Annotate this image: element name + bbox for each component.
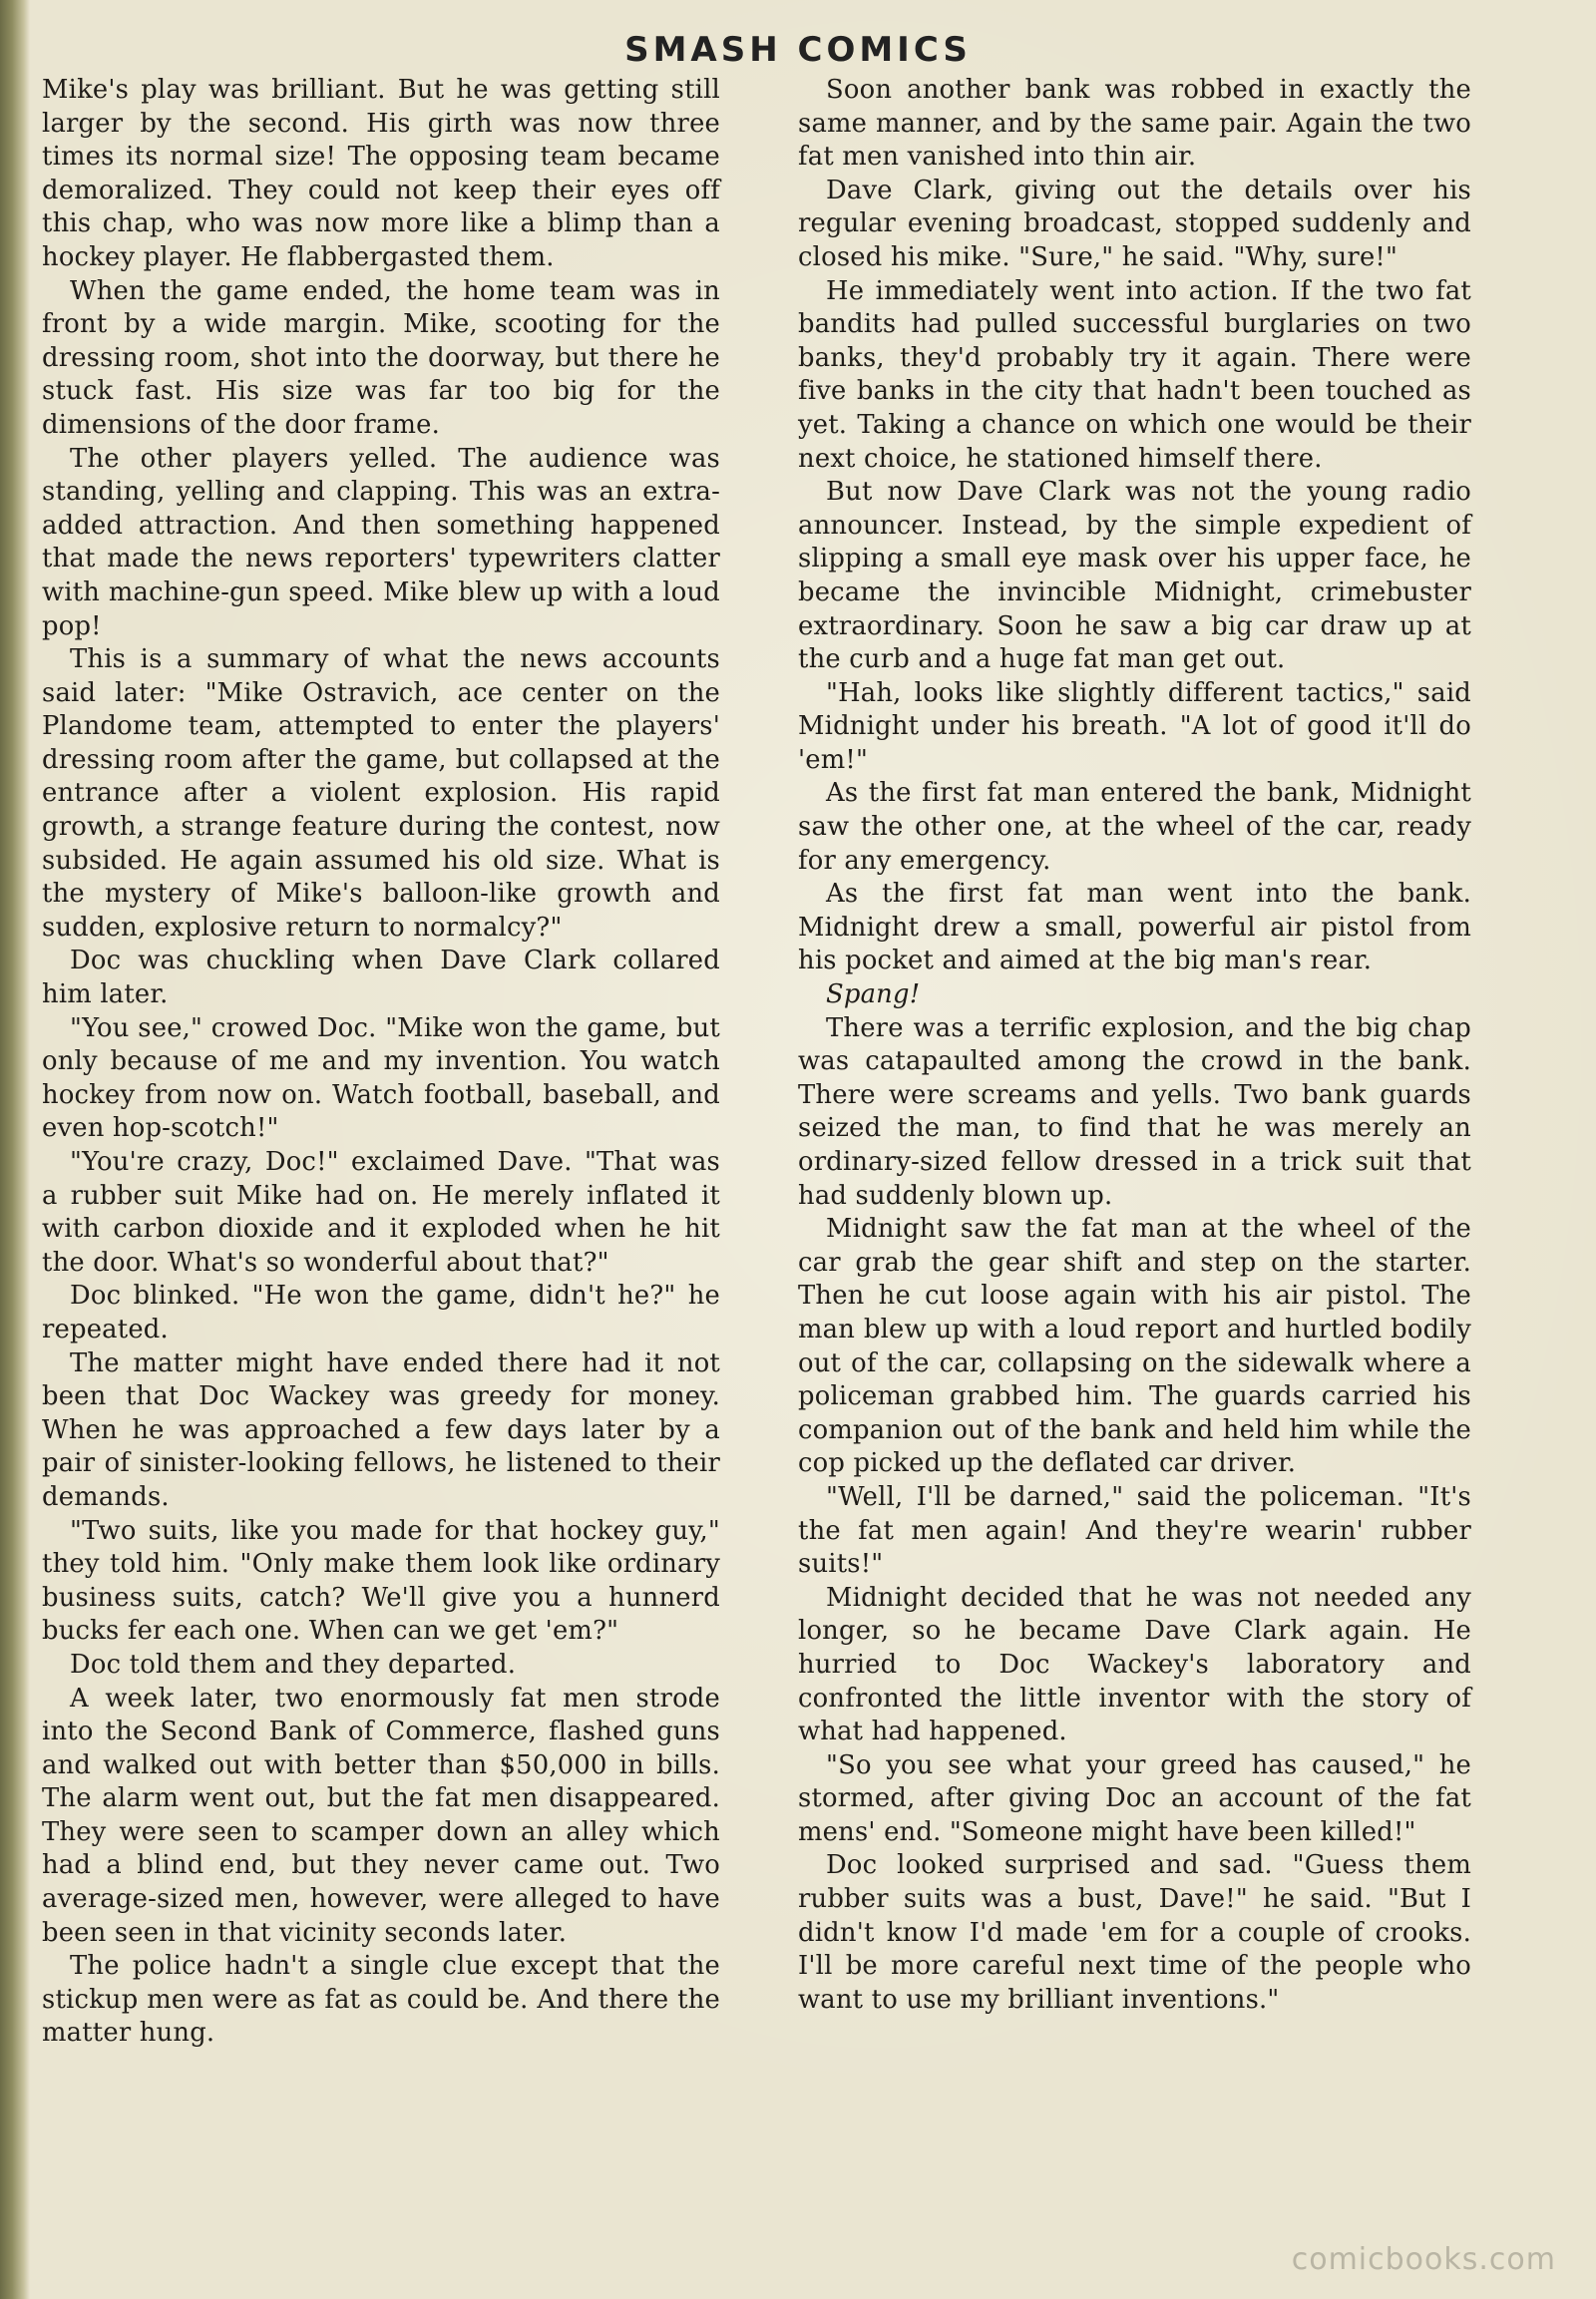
watermark-text: comicbooks.com: [1291, 2242, 1556, 2277]
left-text-column: [42, 74, 720, 2051]
paragraph: Mike's play was brilliant. But he was getting still larger by the second. His girth was now three times its normal size! The opposing team became demoralized. They could not keep their eyes off this chap, who was now more like a blimp than a hockey player. He flabbergasted them.: [42, 75, 720, 272]
sound-effect-text: Spang!: [826, 979, 921, 1010]
right-text-column: [798, 74, 1471, 2017]
page-spine-shadow: [0, 0, 30, 2299]
paragraph: "You see," crowed Doc. "Mike won the game, but only because of me and my invention. You watch hockey from now on. Watch football, baseball, and even hop-scotch!": [42, 1012, 720, 1144]
paragraph: "So you see what your greed has caused," he stormed, after giving Doc an account of the fat mens' end. "Someone might have been killed!": [798, 1749, 1471, 1847]
paragraph: Midnight decided that he was not needed any longer, so he became Dave Clark again. He hurried to Doc Wackey's laboratory and confronted the little inventor with the story of what had happened.: [798, 1582, 1471, 1747]
paragraph: Midnight saw the fat man at the wheel of the car grab the gear shift and step on the starter. Then he cut loose again with his air pistol. The man blew up with a loud report and hurtled bodily out of the car, collapsing on the sidewalk where a policeman grabbed him. The guards carried his companion out of the bank and held him while the cop picked up the deflated car driver.: [798, 1214, 1471, 1479]
paragraph: He immediately went into action. If the two fat bandits had pulled successful burglaries on two banks, they'd probably try it again. There were five banks in the city that hadn't been touched as yet. Taking a chance on which one would be their next choice, he stationed himself there.: [798, 275, 1471, 474]
paragraph: The other players yelled. The audience was standing, yelling and clapping. This was an extra-added attraction. And then something happened that made the news reporters' typewriters clatter with machine-gun speed. Mike blew up with a loud pop!: [42, 443, 720, 641]
paragraph: "Well, I'll be darned," said the policeman. "It's the fat men again! And they're wearin' rubber suits!": [798, 1481, 1471, 1580]
paragraph: Soon another bank was robbed in exactly the same manner, and by the same pair. Again the two fat men vanished into thin air.: [798, 75, 1471, 173]
page-header-title: SMASH COMICS: [624, 30, 972, 70]
paragraph: "Two suits, like you made for that hockey guy," they told him. "Only make them look like ordinary business suits, catch? We'll give you a hunnerd bucks fer each one. When can we get 'em?": [42, 1515, 720, 1647]
paragraph: As the first fat man entered the bank, Midnight saw the other one, at the wheel of the car, ready for any emergency.: [798, 778, 1471, 876]
paragraph: But now Dave Clark was not the young radio announcer. Instead, by the simple expedient of slipping a small eye mask over his upper face, he became the invincible Midnight, crimebuster extraordinary. Soon he saw a big car draw up at the curb and a huge fat man get out.: [798, 477, 1471, 675]
paragraph: Dave Clark, giving out the details over his regular evening broadcast, stopped suddenly and closed his mike. "Sure," he said. "Why, sure!": [798, 175, 1471, 272]
paragraph: This is a summary of what the news accounts said later: "Mike Ostravich, ace center on the Plandome team, attempted to enter the players' dressing room after the game, but collapsed at the entrance after a violent explosion. His rapid growth, a strange feature during the contest, now subsided. He again assumed his old size. What is the mystery of Mike's balloon-like growth and sudden, explosive return to normalcy?": [42, 644, 720, 943]
paragraph: "Hah, looks like slightly different tactics," said Midnight under his breath. "A lot of good it'll do 'em!": [798, 677, 1471, 775]
paragraph: A week later, two enormously fat men strode into the Second Bank of Commerce, flashed guns and walked out with better than $50,000 in bills. The alarm went out, but the fat men disappeared. They were seen to scamper down an alley which had a blind end, but they never came out. Two average-sized men, however, were alleged to have been seen in that vicinity seconds later.: [42, 1683, 720, 1948]
paragraph: The matter might have ended there had it not been that Doc Wackey was greedy for money. When he was approached a few days later by a pair of sinister-looking fellows, he listened to their demands.: [42, 1347, 720, 1512]
paragraph: Doc told them and they departed.: [70, 1649, 517, 1680]
paragraph-italic: [798, 978, 1471, 1012]
paragraph: There was a terrific explosion, and the big chap was catapaulted among the crowd in the bank. There were screams and yells. Two bank guards seized the man, to find that he was merely an ordinary-sized fellow dressed in a trick suit that had suddenly blown up.: [798, 1012, 1471, 1211]
paragraph: The police hadn't a single clue except that the stickup men were as fat as could be. And there the matter hung.: [42, 1951, 720, 2049]
paragraph: As the first fat man went into the bank. Midnight drew a small, powerful air pistol from his pocket and aimed at the big man's rear.: [798, 879, 1471, 976]
paragraph: Doc blinked. "He won the game, didn't he?" he repeated.: [42, 1281, 720, 1344]
paragraph: Doc was chuckling when Dave Clark collared him later.: [42, 946, 720, 1010]
paragraph: When the game ended, the home team was in front by a wide margin. Mike, scooting for the dressing room, shot into the doorway, but there he stuck fast. His size was far too big for the dimensions of the door frame.: [42, 275, 720, 440]
paragraph: "You're crazy, Doc!" exclaimed Dave. "That was a rubber suit Mike had on. He merely inflated it with carbon dioxide and it exploded when he hit the door. What's so wonderful about that?": [42, 1147, 720, 1278]
paragraph: Doc looked surprised and sad. "Guess them rubber suits was a bust, Dave!" he said. "But I didn't know I'd made 'em for a couple of crooks. I'll be more careful next time of the people who want to use my brilliant inventions.": [798, 1850, 1471, 2015]
